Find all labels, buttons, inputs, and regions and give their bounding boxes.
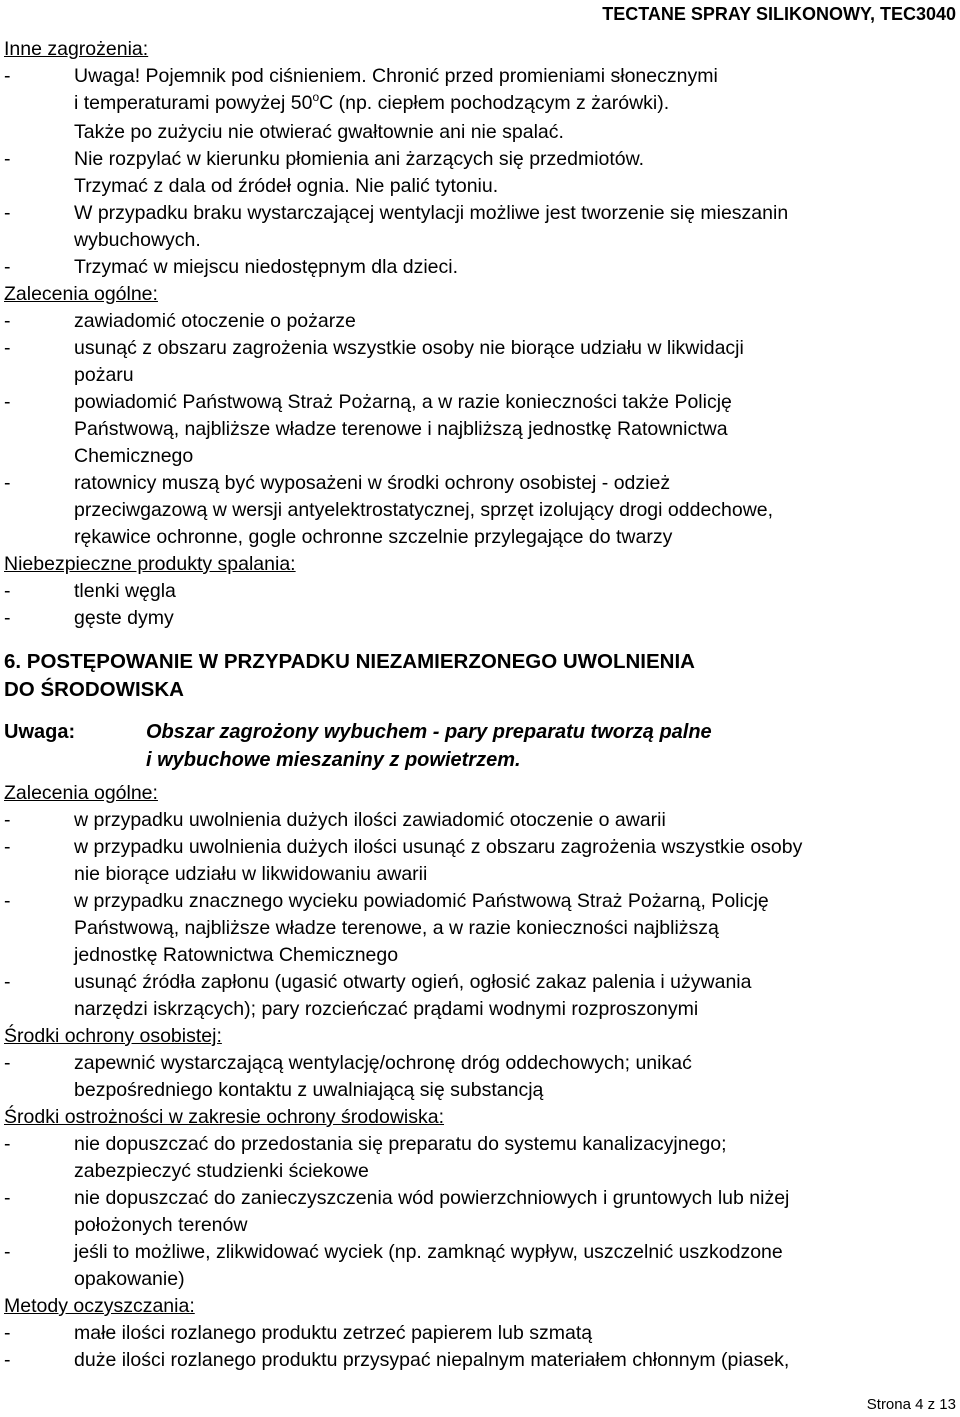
item-line: opakowanie) — [74, 1268, 185, 1290]
item-line: bezpośredniego kontaktu z uwalniającą się substancją — [74, 1079, 544, 1101]
list-item — [4, 807, 948, 834]
list-item — [4, 578, 948, 605]
list-dash: - — [4, 1187, 11, 1209]
list-item — [4, 834, 948, 888]
item-line: Państwową, najbliższe władze terenowe, a w razie konieczności najbliższą — [74, 917, 719, 939]
subheading-general-release: Zalecenia ogólne: — [4, 782, 158, 804]
list-dash: - — [4, 1241, 11, 1263]
item-line: rękawice ochronne, gogle ochronne szczelnie przylegające do twarzy — [74, 526, 673, 548]
section-title-line: 6. POSTĘPOWANIE W PRZYPADKU NIEZAMIERZONEGO UWOLNIENIA — [4, 650, 695, 673]
list-dash: - — [4, 971, 11, 993]
section-title-line: DO ŚRODOWISKA — [4, 678, 184, 701]
list-item — [4, 888, 948, 969]
list-dash: - — [4, 256, 11, 278]
subheading-combustion-products: Niebezpieczne produkty spalania: — [4, 553, 296, 575]
list-dash: - — [4, 1322, 11, 1344]
section-6-title — [4, 648, 948, 704]
item-line: duże ilości rozlanego produktu przysypać niepalnym materiałem chłonnym (piasek, — [74, 1349, 790, 1371]
list-dash: - — [4, 836, 11, 858]
item-line: w przypadku uwolnienia dużych ilości usunąć z obszaru zagrożenia wszystkie osoby — [74, 836, 803, 858]
list-dash: - — [4, 890, 11, 912]
superscript: o — [312, 90, 320, 104]
item-line: gęste dymy — [74, 607, 174, 629]
item-line: w przypadku uwolnienia dużych ilości zawiadomić otoczenie o awarii — [74, 809, 666, 831]
item-line: nie dopuszczać do zanieczyszczenia wód powierzchniowych i gruntowych lub niżej — [74, 1187, 790, 1209]
list-dash: - — [4, 472, 11, 494]
list-dash: - — [4, 310, 11, 332]
list-item — [4, 308, 948, 335]
item-line: małe ilości rozlanego produktu zetrzeć papierem lub szmatą — [74, 1322, 593, 1344]
item-line: przeciwgazową w wersji antyelektrostatycznej, sprzęt izolujący drogi oddechowe, — [74, 499, 774, 521]
item-line: pożaru — [74, 364, 134, 386]
list-item — [4, 470, 948, 551]
item-line: Także po zużyciu nie otwierać gwałtownie ani nie spalać. — [74, 121, 564, 143]
item-line: w przypadku znacznego wycieku powiadomić Państwową Straż Pożarną, Policję — [74, 890, 769, 912]
list-item — [4, 254, 948, 281]
list-item — [4, 1131, 948, 1185]
list-dash: - — [4, 65, 11, 87]
item-line: położonych terenów — [74, 1214, 248, 1236]
item-line: i temperaturami powyżej 50$^o$C (np. ciepłem pochodzącym z żarówki). — [74, 90, 670, 114]
item-line: jeśli to możliwe, zlikwidować wyciek (np. zamknąć wypływ, uszczelnić uszkodzone — [74, 1241, 783, 1263]
warning-label: Uwaga: — [4, 721, 76, 743]
item-line: usunąć źródła zapłonu (ugasić otwarty ogień, ogłosić zakaz palenia i używania — [74, 971, 752, 993]
item-line: powiadomić Państwową Straż Pożarną, a w razie konieczności także Policję — [74, 391, 732, 413]
item-line: zabezpieczyć studzienki ściekowe — [74, 1160, 369, 1182]
item-line: Państwową, najbliższe władze terenowe i najbliższą jednostkę Ratownictwa — [74, 418, 728, 440]
subheading-environment: Środki ostrożności w zakresie ochrony środowiska: — [4, 1106, 445, 1128]
item-line: jednostkę Ratownictwa Chemicznego — [74, 944, 399, 966]
list-dash: - — [4, 1052, 11, 1074]
list-dash: - — [4, 809, 11, 831]
subheading-general-fire: Zalecenia ogólne: — [4, 283, 158, 305]
document-header: TECTANE SPRAY SILIKONOWY, TEC3040 — [602, 4, 956, 24]
list-item — [4, 605, 948, 632]
list-item — [4, 1320, 948, 1347]
list-item — [4, 146, 948, 200]
item-line: ratownicy muszą być wyposażeni w środki ochrony osobistej - odzież — [74, 472, 671, 494]
list-item — [4, 1239, 948, 1293]
subheading-personal-protection: Środki ochrony osobistej: — [4, 1025, 222, 1047]
warning-note — [4, 718, 948, 774]
item-line: tlenki węgla — [74, 580, 176, 602]
list-dash: - — [4, 148, 11, 170]
list-item — [4, 389, 948, 470]
item-line: nie biorące udziału w likwidowaniu awarii — [74, 863, 428, 885]
list-item — [4, 1347, 948, 1374]
item-line: usunąć z obszaru zagrożenia wszystkie osoby nie biorące udziału w likwidacji — [74, 337, 744, 359]
list-dash: - — [4, 1133, 11, 1155]
item-line: W przypadku braku wystarczającej wentylacji możliwe jest tworzenie się mieszanin — [74, 202, 789, 224]
item-line: Nie rozpylać w kierunku płomienia ani żarzących się przedmiotów. — [74, 148, 645, 170]
item-line: narzędzi iskrzących); pary rozcieńczać prądami wodnymi rozproszonymi — [74, 998, 699, 1020]
list-item — [4, 1185, 948, 1239]
item-line: Chemicznego — [74, 445, 194, 467]
subheading-cleanup-methods: Metody oczyszczania: — [4, 1295, 195, 1317]
list-dash: - — [4, 337, 11, 359]
item-line: wybuchowych. — [74, 229, 201, 251]
item-line: zapewnić wystarczającą wentylację/ochronę dróg oddechowych; unikać — [74, 1052, 692, 1074]
list-dash: - — [4, 580, 11, 602]
list-item — [4, 335, 948, 389]
item-line: nie dopuszczać do przedostania się preparatu do systemu kanalizacyjnego; — [74, 1133, 727, 1155]
document-body — [4, 36, 948, 1374]
item-line: Uwaga! Pojemnik pod ciśnieniem. Chronić przed promieniami słonecznymi — [74, 65, 718, 87]
list-dash: - — [4, 391, 11, 413]
list-item — [4, 969, 948, 1023]
item-line: Trzymać z dala od źródeł ognia. Nie palić tytoniu. — [74, 175, 499, 197]
page-number: Strona 4 z 13 — [866, 1396, 956, 1413]
list-item — [4, 63, 948, 146]
item-line: Trzymać w miejscu niedostępnym dla dzieci. — [74, 256, 458, 278]
warning-text: Obszar zagrożony wybuchem - pary preparatu tworzą palne i wybuchowe mieszaniny z powietrzem. — [146, 721, 712, 771]
list-item — [4, 200, 948, 254]
item-line: zawiadomić otoczenie o pożarze — [74, 310, 356, 332]
list-dash: - — [4, 1349, 11, 1371]
list-dash: - — [4, 202, 11, 224]
list-dash: - — [4, 607, 11, 629]
subheading-other-hazards: Inne zagrożenia: — [4, 38, 149, 60]
list-item — [4, 1050, 948, 1104]
